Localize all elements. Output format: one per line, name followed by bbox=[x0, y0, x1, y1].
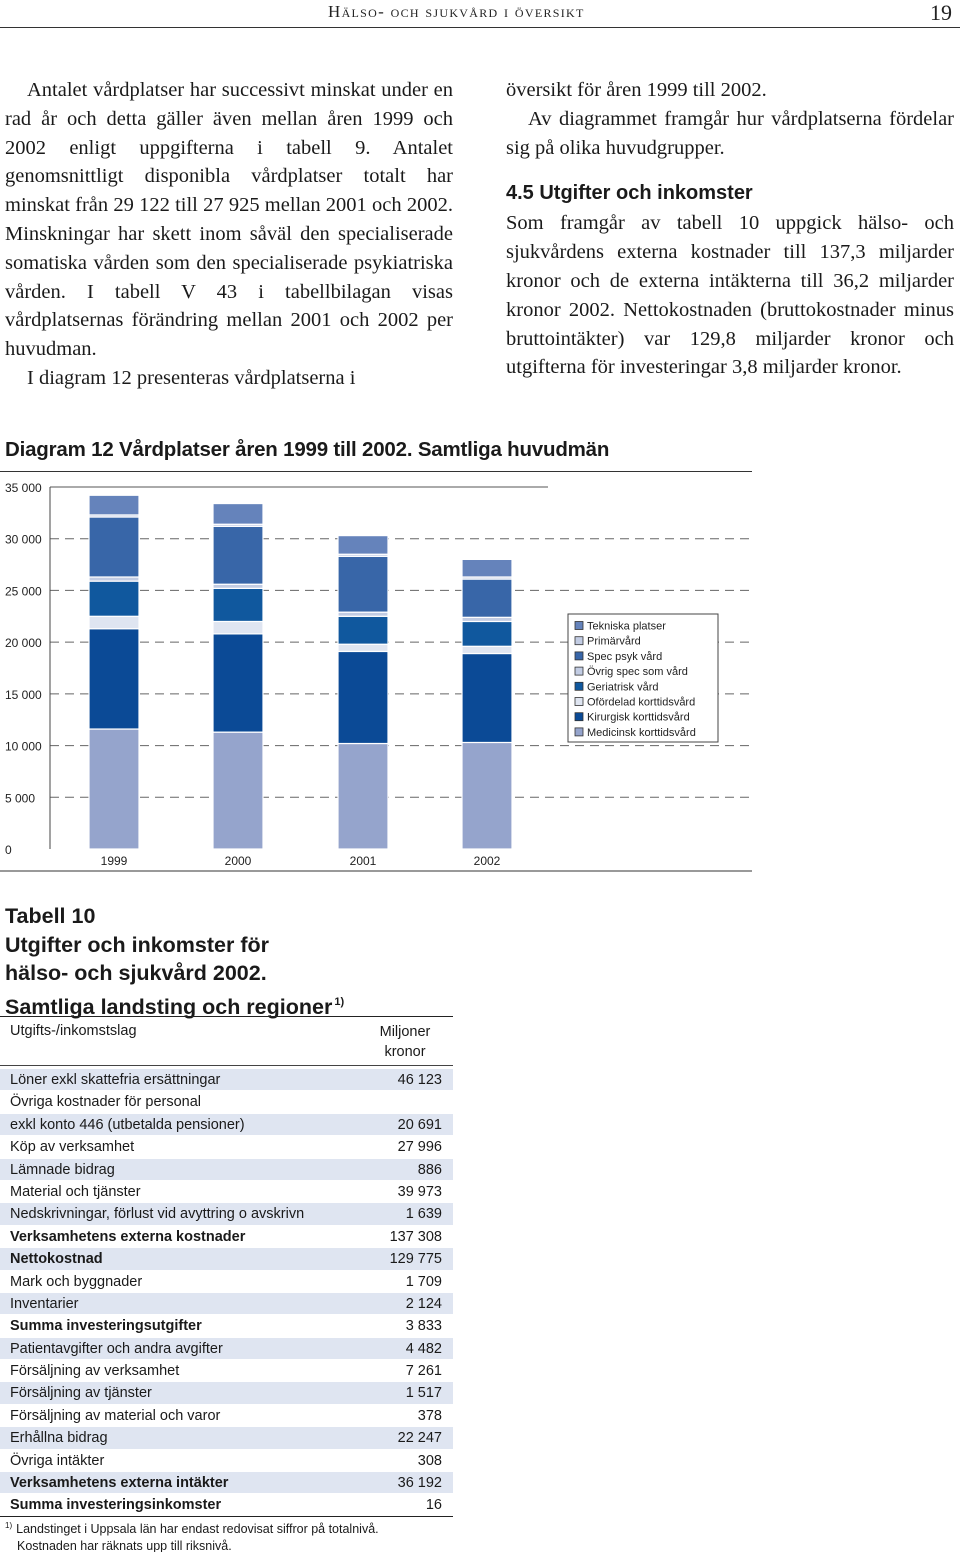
bar-segment bbox=[462, 654, 512, 743]
table-row bbox=[0, 1270, 453, 1292]
x-tick-label: 2001 bbox=[349, 854, 377, 868]
y-tick-label: 0 bbox=[5, 843, 12, 857]
table-title-footnote-marker: 1) bbox=[334, 995, 345, 1008]
x-tick-label: 1999 bbox=[100, 854, 128, 868]
bar-segment bbox=[462, 579, 512, 617]
table-row bbox=[0, 1449, 453, 1471]
table-header bbox=[0, 1016, 453, 1066]
row-label: Inventarier bbox=[10, 1295, 79, 1312]
table-row bbox=[0, 1381, 453, 1403]
table-title-line-3: hälso- och sjukvård 2002. bbox=[5, 961, 267, 985]
table-title bbox=[5, 902, 344, 1021]
right-paragraph-1: översikt för åren 1999 till 2002. bbox=[506, 79, 767, 101]
right-paragraph-2: Av diagrammet framgår hur vårdplatserna fördelar sig på olika huvudgrupper. bbox=[506, 107, 954, 159]
row-value: 7 261 bbox=[405, 1363, 442, 1380]
x-tick-label: 2000 bbox=[224, 854, 252, 868]
row-value: 137 308 bbox=[389, 1228, 442, 1245]
bar-segment bbox=[213, 732, 263, 849]
y-tick-label: 15 000 bbox=[5, 687, 42, 702]
footnote-line-1: Landstinget i Uppsala län har endast redovisat siffror på totalnivå. bbox=[16, 1522, 379, 1536]
row-value: 3 833 bbox=[405, 1318, 442, 1335]
legend-swatch bbox=[575, 713, 583, 721]
y-tick-label: 35 000 bbox=[5, 481, 42, 495]
left-paragraph-1: Antalet vårdplatser har successivt minskat under en rad år och detta gäller även mellan åren 1999 och 2002 enligt uppgifterna i tabell 9. Antalet genomsnittligt disponibla vårdplatser totalt har minskat från 29 122 till 27 925 mellan 2001 och 2002. Minskningar har skett inom såväl den specialiserade somatiska vården som den specialiserade psykiatriska vården. I tabell V 43 i tabellbilagan visas vårdplatsernas förändring mellan 2001 och 2002 per huvudman. bbox=[5, 79, 453, 361]
table-row bbox=[0, 1202, 453, 1224]
table-row bbox=[0, 1359, 453, 1381]
table-row bbox=[0, 1493, 453, 1515]
bar-segment bbox=[462, 621, 512, 646]
row-label: Försäljning av material och varor bbox=[10, 1407, 221, 1424]
row-label: Mark och byggnader bbox=[10, 1273, 143, 1290]
table-title-text: Samtliga landsting och regioner bbox=[5, 994, 333, 1019]
bar-segment bbox=[338, 644, 388, 651]
table-body bbox=[0, 1068, 453, 1516]
table-row bbox=[0, 1158, 453, 1180]
row-label: Summa investeringsinkomster bbox=[10, 1497, 222, 1514]
row-value: 1 639 bbox=[405, 1206, 442, 1223]
table-title-line-2: Utgifter och inkomster för bbox=[5, 932, 269, 957]
row-value: 129 775 bbox=[389, 1251, 442, 1268]
diagram-title: Diagram 12 Vårdplatser åren 1999 till 2002. Samtliga huvudmän bbox=[5, 438, 610, 461]
table-row bbox=[0, 1247, 453, 1269]
expenses-income-table bbox=[0, 1016, 453, 1517]
table-row bbox=[0, 1426, 453, 1448]
footnote-line-2: Kostnaden har räknats upp till riksnivå. bbox=[17, 1539, 232, 1552]
row-label: Övriga kostnader för personal bbox=[10, 1094, 202, 1111]
header-unit-line-1: Miljoner bbox=[379, 1024, 431, 1040]
bar-segment bbox=[338, 612, 388, 616]
stacked-bar-chart bbox=[0, 472, 760, 874]
row-label: Verksamhetens externa kostnader bbox=[10, 1228, 246, 1245]
bar-segment bbox=[213, 526, 263, 584]
y-tick-label: 30 000 bbox=[5, 532, 42, 547]
legend-swatch bbox=[575, 698, 583, 706]
bar-segment bbox=[213, 588, 263, 621]
bar-segment bbox=[89, 495, 139, 515]
right-text-column bbox=[506, 76, 954, 382]
row-value: 22 247 bbox=[397, 1430, 442, 1447]
table-row bbox=[0, 1180, 453, 1202]
bar-segment bbox=[213, 621, 263, 633]
row-label: Erhållna bidrag bbox=[10, 1430, 108, 1447]
row-value: 1 709 bbox=[405, 1273, 442, 1290]
legend-label: Medicinsk korttidsvård bbox=[587, 726, 696, 739]
row-label: Köp av verksamhet bbox=[10, 1139, 135, 1156]
table-row bbox=[0, 1068, 453, 1090]
table-row bbox=[0, 1337, 453, 1359]
legend-label: Tekniska platser bbox=[587, 620, 666, 633]
table-title-line-1: Tabell 10 bbox=[5, 904, 96, 928]
y-tick-label: 5 000 bbox=[5, 791, 36, 806]
table-row bbox=[0, 1292, 453, 1314]
y-tick-label: 10 000 bbox=[5, 739, 42, 754]
table-row bbox=[0, 1471, 453, 1493]
row-value: 36 192 bbox=[397, 1475, 442, 1492]
row-label: Försäljning av verksamhet bbox=[10, 1363, 180, 1380]
row-value: 16 bbox=[425, 1497, 442, 1514]
row-label: Löner exkl skattefria ersättningar bbox=[10, 1072, 221, 1088]
row-value: 2 124 bbox=[405, 1295, 442, 1312]
y-tick-label: 25 000 bbox=[5, 584, 42, 599]
row-value: 39 973 bbox=[397, 1183, 442, 1200]
legend-swatch bbox=[575, 667, 583, 675]
legend-label: Geriatrisk vård bbox=[587, 681, 659, 694]
table-row bbox=[0, 1135, 453, 1157]
row-value: 27 996 bbox=[397, 1139, 442, 1156]
right-paragraph-3: Som framgår av tabell 10 uppgick hälso- och sjukvårdens externa kostnader till 137,3 miljarder kronor och de externa intäkterna till 36,2 miljarder kronor 2002. Nettokostnaden (bruttokostnader minus bruttointäkter) var 129,8 miljarder kronor och utgifterna för investeringar 3,8 miljarder kronor. bbox=[506, 212, 954, 379]
table-row bbox=[0, 1090, 453, 1112]
row-label: Verksamhetens externa intäkter bbox=[10, 1475, 229, 1492]
left-text-column bbox=[5, 76, 453, 393]
bar-segment bbox=[462, 742, 512, 849]
legend-label: Ofördelad korttidsvård bbox=[587, 696, 696, 709]
bar-segment bbox=[462, 646, 512, 653]
bar-segment bbox=[338, 556, 388, 612]
legend-label: Övrig spec som vård bbox=[587, 666, 688, 679]
bar-segment bbox=[89, 581, 139, 616]
row-label: Övriga intäkter bbox=[10, 1452, 105, 1469]
row-label: Material och tjänster bbox=[10, 1183, 141, 1200]
legend-swatch bbox=[575, 652, 583, 660]
legend-swatch bbox=[575, 728, 583, 736]
bar-segment bbox=[89, 577, 139, 581]
legend-swatch bbox=[575, 622, 583, 630]
row-label: Summa investeringsutgifter bbox=[10, 1318, 202, 1335]
legend-label: Spec psyk vård bbox=[587, 650, 663, 663]
table-row bbox=[0, 1225, 453, 1247]
header-unit bbox=[365, 1022, 445, 1062]
page-number: 19 bbox=[930, 0, 952, 25]
row-value: 20 691 bbox=[397, 1116, 442, 1133]
bar-segment bbox=[89, 729, 139, 849]
table-row bbox=[0, 1113, 453, 1135]
row-value: 886 bbox=[417, 1161, 442, 1178]
bar-segment bbox=[338, 536, 388, 555]
row-value: 378 bbox=[417, 1407, 442, 1424]
bar-segment bbox=[213, 504, 263, 525]
bar-segment bbox=[338, 616, 388, 644]
row-label: Nettokostnad bbox=[10, 1251, 103, 1268]
bar-segment bbox=[213, 584, 263, 588]
bar-segment bbox=[462, 617, 512, 621]
running-header bbox=[0, 0, 960, 28]
row-value: 308 bbox=[417, 1452, 442, 1469]
row-label: Försäljning av tjänster bbox=[10, 1385, 152, 1402]
row-value: 4 482 bbox=[405, 1340, 442, 1357]
legend-label: Kirurgisk korttidsvård bbox=[587, 711, 690, 724]
bar-segment bbox=[89, 616, 139, 628]
table-row bbox=[0, 1314, 453, 1336]
section-heading: 4.5 Utgifter och inkomster bbox=[506, 182, 753, 205]
row-value: 1 517 bbox=[405, 1385, 442, 1402]
left-paragraph-2: I diagram 12 presenteras vårdplatserna i bbox=[27, 366, 356, 389]
table-row bbox=[0, 1404, 453, 1426]
row-label: exkl konto 446 (utbetalda pensioner) bbox=[10, 1116, 245, 1133]
footnote-marker: 1) bbox=[5, 1521, 13, 1530]
legend-swatch bbox=[575, 682, 583, 690]
row-label: Lämnade bidrag bbox=[10, 1161, 115, 1178]
row-value: 46 123 bbox=[397, 1072, 442, 1088]
y-tick-label: 20 000 bbox=[5, 636, 42, 651]
bar-segment bbox=[213, 634, 263, 732]
running-title: Hälso- och sjukvård i översikt bbox=[328, 2, 585, 21]
bar-segment bbox=[338, 744, 388, 849]
bar-segment bbox=[338, 651, 388, 743]
footnote bbox=[5, 1517, 455, 1552]
legend-swatch bbox=[575, 637, 583, 645]
row-label: Patientavgifter och andra avgifter bbox=[10, 1340, 223, 1357]
bar-segment bbox=[89, 517, 139, 577]
bar-segment bbox=[462, 559, 512, 577]
bar-segment bbox=[89, 629, 139, 729]
header-unit-line-2: kronor bbox=[384, 1044, 426, 1060]
x-tick-label: 2002 bbox=[473, 854, 501, 868]
row-label: Nedskrivningar, förlust vid avyttring o avskrivn bbox=[10, 1206, 305, 1223]
legend-label: Primärvård bbox=[587, 635, 641, 648]
header-category: Utgifts-/inkomstslag bbox=[10, 1023, 137, 1039]
